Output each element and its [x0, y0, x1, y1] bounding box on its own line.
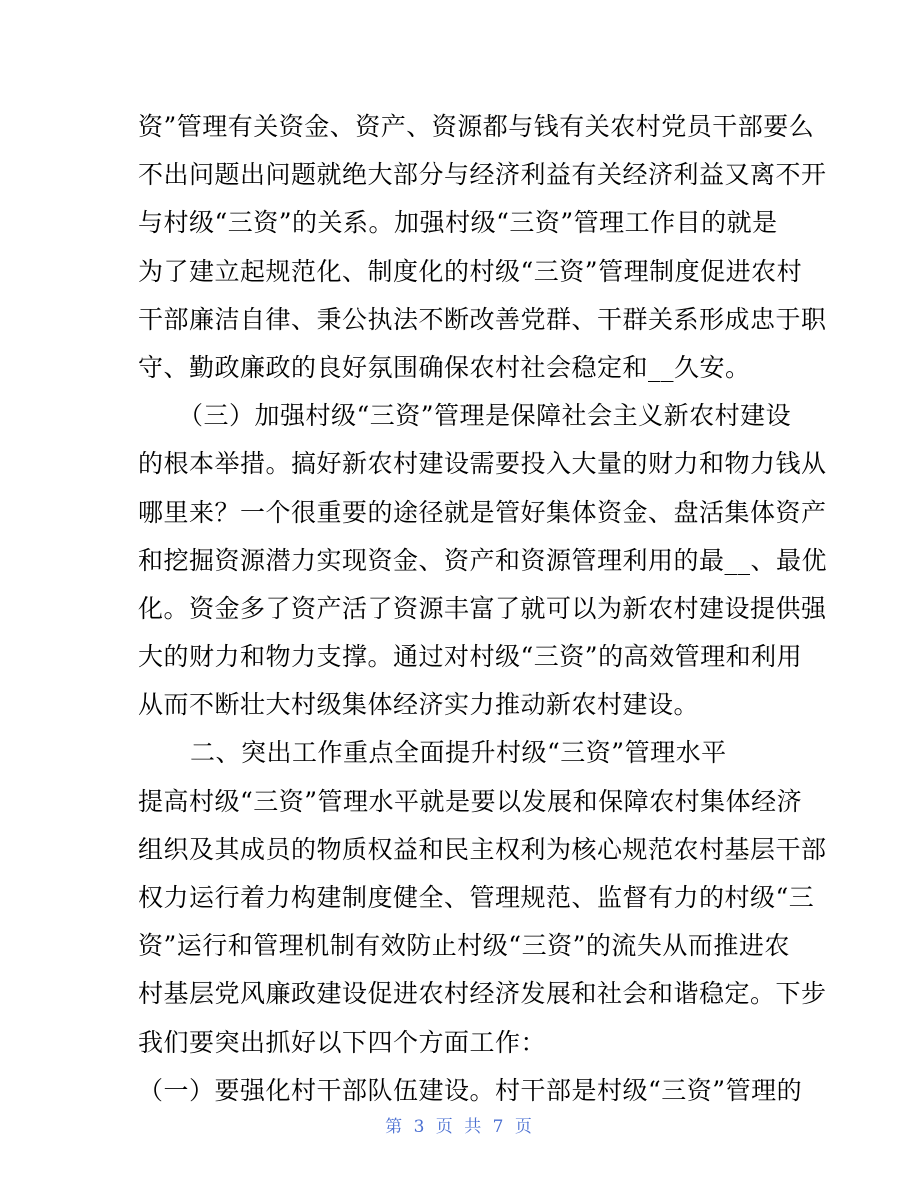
text-line: 资”管理有关资金、资产、资源都与钱有关农村党员干部要么: [138, 112, 815, 141]
section-heading: 二、突出工作重点全面提升村级“三资”管理水平: [190, 738, 727, 768]
text-line: 为了建立起规范化、制度化的村级“三资”管理制度促进农村: [138, 256, 803, 286]
page-number-footer: 第 3 页 共 7 页: [385, 1117, 535, 1137]
document-body: [138, 103, 828, 1115]
text-line: 组织及其成员的物质权益和民主权利为核心规范农村基层干部: [138, 834, 827, 864]
text-line: 与村级“三资”的关系。加强村级“三资”管理工作目的就是: [138, 208, 778, 238]
text-line: 村基层党风廉政建设促进农村经济发展和社会和谐稳定。下步: [138, 979, 827, 1009]
text-line: （一）要强化村干部队伍建设。村干部是村级“三资”管理的: [138, 1075, 803, 1105]
text-line: 权力运行着力构建制度健全、管理规范、监督有力的村级“三: [138, 883, 815, 912]
text-line: 从而不断壮大村级集体经济实力推动新农村建设。: [138, 690, 700, 720]
text-line: 的根本举措。搞好新农村建设需要投入大量的财力和物力钱从: [138, 449, 827, 479]
paragraph-start-line: （三）加强村级“三资”管理是保障社会主义新农村建设: [178, 401, 792, 431]
text-line: 不出问题出问题就绝大部分与经济利益有关经济利益又离不开: [138, 160, 827, 190]
text-line: 大的财力和物力支撑。通过对村级“三资”的高效管理和利用: [138, 642, 803, 672]
text-line: 我们要突出抓好以下四个方面工作：: [138, 1027, 547, 1057]
text-line: 化。资金多了资产活了资源丰富了就可以为新农村建设提供强: [138, 593, 827, 623]
text-line: 资”运行和管理机制有效防止村级“三资”的流失从而推进农: [138, 931, 790, 961]
text-line: 守、勤政廉政的良好氛围确保农村社会稳定和__久安。: [138, 352, 751, 382]
text-line: 提高村级“三资”管理水平就是要以发展和保障农村集体经济: [138, 786, 803, 816]
text-line: 和挖掘资源潜力实现资金、资产和资源管理利用的最__、最优: [138, 545, 828, 575]
text-line: 干部廉洁自律、秉公执法不断改善党群、干群关系形成忠于职: [138, 304, 827, 334]
text-line: 哪里来？一个很重要的途径就是管好集体资金、盘活集体资产: [138, 497, 827, 527]
